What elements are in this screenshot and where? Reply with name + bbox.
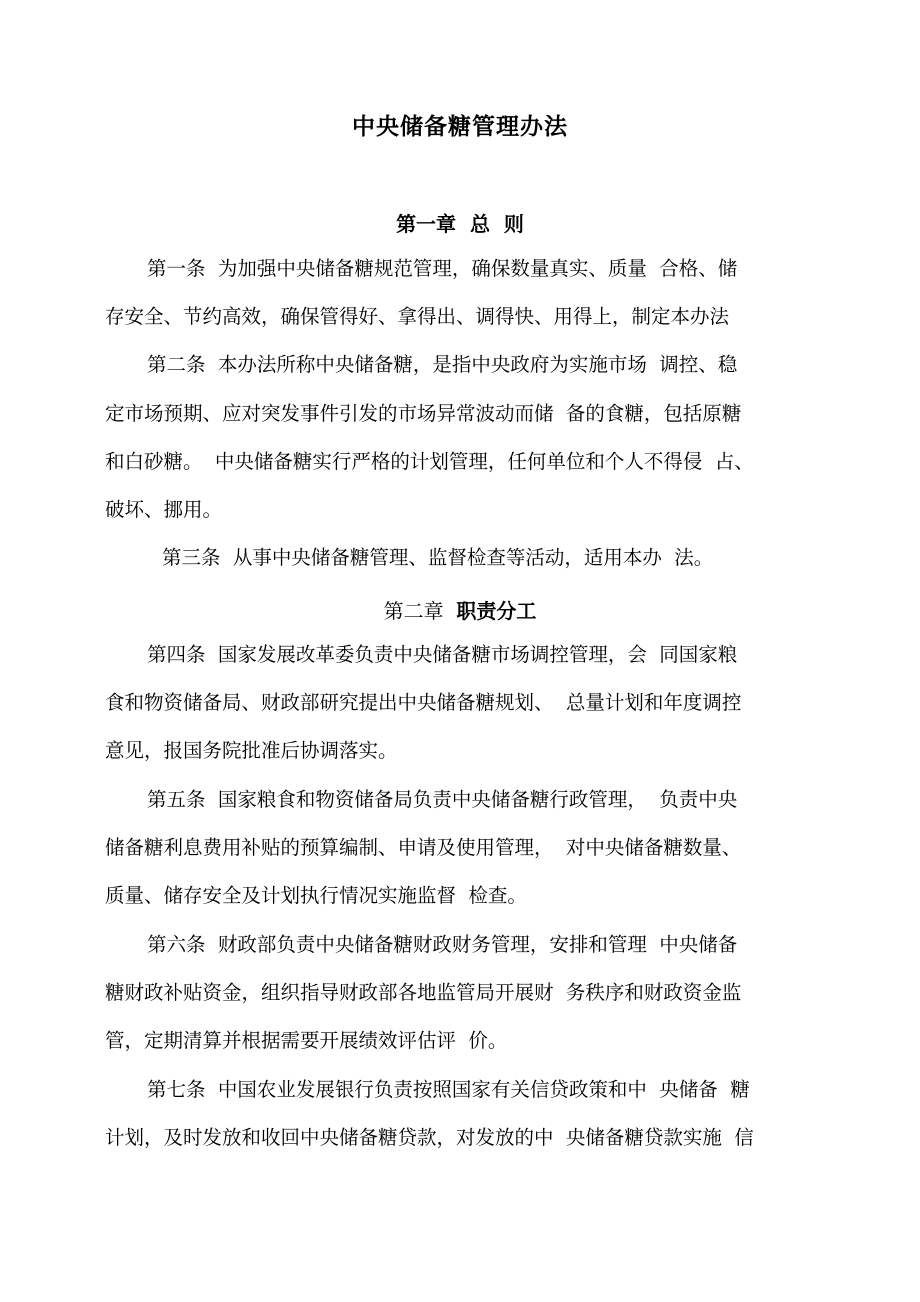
- article-7-line-1: 第七条 中国农业发展银行负责按照国家有关信贷政策和中 央储备 糖: [147, 1078, 750, 1101]
- article-5-line-3: 质量、储存安全及计划执行情况实施监督 检查。: [105, 884, 527, 907]
- article-2-line-4: 破坏、挪用。: [105, 498, 223, 521]
- article-5-line-1: 第五条 国家粮食和物资储备局负责中央储备糖行政管理， 负责中央: [147, 788, 738, 811]
- article-1-line-1: 第一条 为加强中央储备糖规范管理，确保数量真实、质量 合格、储: [147, 257, 738, 280]
- article-5-line-2: 储备糖利息费用补贴的预算编制、申请及使用管理， 对中央储备糖数量、: [105, 836, 742, 859]
- article-7-line-2: 计划，及时发放和收回中央储备糖贷款，对发放的中 央储备糖贷款实施 信: [105, 1126, 754, 1149]
- article-2-line-2: 定市场预期、应对突发事件引发的市场异常波动而储 备的食糖，包括原糖: [105, 402, 742, 425]
- article-6-line-3: 管，定期清算并根据需要开展绩效评估评 价。: [105, 1029, 508, 1052]
- article-6-line-1: 第六条 财政部负责中央储备糖财政财务管理，安排和管理 中央储备: [147, 933, 738, 956]
- chapter-2-prefix: 第二章: [383, 599, 457, 623]
- article-4-line-2: 食和物资储备局、财政部研究提出中央储备糖规划、 总量计划和年度调控: [105, 691, 742, 714]
- chapter-1-heading: 第一章 总 则: [396, 212, 524, 236]
- article-6-line-2: 糖财政补贴资金，组织指导财政部各地监管局开展财 务秩序和财政资金监: [105, 981, 742, 1004]
- chapter-2-heading: [0, 595, 920, 624]
- article-3-line-1: 第三条 从事中央储备糖管理、监督检查等活动，适用本办 法。: [162, 546, 714, 569]
- chapter-2-title: 职责分工: [456, 599, 537, 623]
- article-2-line-3: 和白砂糖。 中央储备糖实行严格的计划管理，任何单位和个人不得侵 占、: [105, 450, 754, 473]
- article-4-line-1: 第四条 国家发展改革委负责中央储备糖市场调控管理，会 同国家粮: [147, 643, 738, 666]
- document-title: 中央储备糖管理办法: [352, 114, 568, 140]
- article-4-line-3: 意见，报国务院批准后协调落实。: [105, 739, 398, 762]
- article-1-line-2: 存安全、节约高效，确保管得好、拿得出、调得快、用得上，制定本办法: [105, 305, 730, 328]
- article-2-line-1: 第二条 本办法所称中央储备糖，是指中央政府为实施市场 调控、稳: [147, 353, 738, 376]
